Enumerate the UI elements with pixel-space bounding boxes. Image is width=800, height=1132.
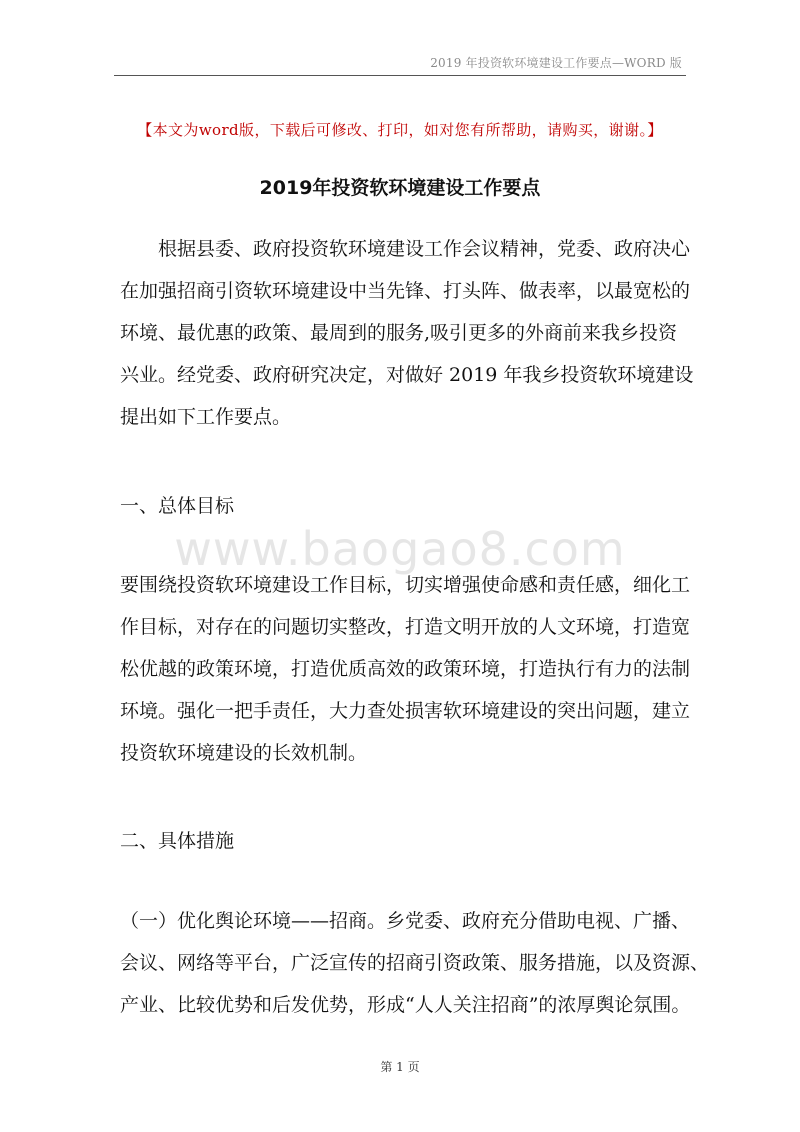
- goal-line: 投资软环境建设的长效机制。: [120, 742, 368, 764]
- section-heading-measures: 二、具体措施: [120, 830, 235, 852]
- measures-paragraph: [120, 900, 710, 1026]
- page-number: 第 1 页: [380, 1060, 420, 1074]
- section-heading-overall-goal: 一、总体目标: [120, 495, 235, 517]
- intro-line: 根据县委、政府投资软环境建设工作会议精神，党委、政府决心: [120, 238, 691, 260]
- running-header: 2019 年投资软环境建设工作要点—WORD 版: [430, 56, 682, 70]
- intro-line: 提出如下工作要点。: [120, 406, 292, 428]
- download-notice: 【本文为word版，下载后可修改、打印，如对您有所帮助，请购买，谢谢。】: [137, 121, 663, 139]
- intro-paragraph: [120, 228, 694, 438]
- measure-line: 产业、比较优势和后发优势，形成“人人关注招商”的浓厚舆论氛围。: [120, 994, 691, 1016]
- intro-line: 兴业。经党委、政府研究决定，对做好 2019 年我乡投资软环境建设: [120, 364, 694, 386]
- overall-goal-paragraph: [120, 564, 690, 774]
- intro-line: 环境、最优惠的政策、最周到的服务,吸引更多的外商前来我乡投资: [120, 322, 678, 344]
- goal-line: 环境。强化一把手责任，大力查处损害软环境建设的突出问题，建立: [120, 700, 691, 722]
- header-divider: [114, 75, 686, 76]
- intro-line: 在加强招商引资软环境建设中当先锋、打头阵、做表率，以最宽松的: [120, 280, 691, 302]
- goal-line: 要围绕投资软环境建设工作目标，切实增强使命感和责任感，细化工: [120, 574, 691, 596]
- site-watermark: www.baogao8.com: [174, 522, 626, 576]
- measure-line: （一）优化舆论环境——招商。乡党委、政府充分借助电视、广播、: [120, 910, 691, 932]
- goal-line: 作目标，对存在的问题切实整改，打造文明开放的人文环境，打造宽: [120, 616, 691, 638]
- goal-line: 松优越的政策环境，打造优质高效的政策环境，打造执行有力的法制: [120, 658, 691, 680]
- measure-line: 会议、网络等平台，广泛宣传的招商引资政策、服务措施，以及资源、: [120, 952, 710, 974]
- document-title: 2019年投资软环境建设工作要点: [259, 177, 541, 199]
